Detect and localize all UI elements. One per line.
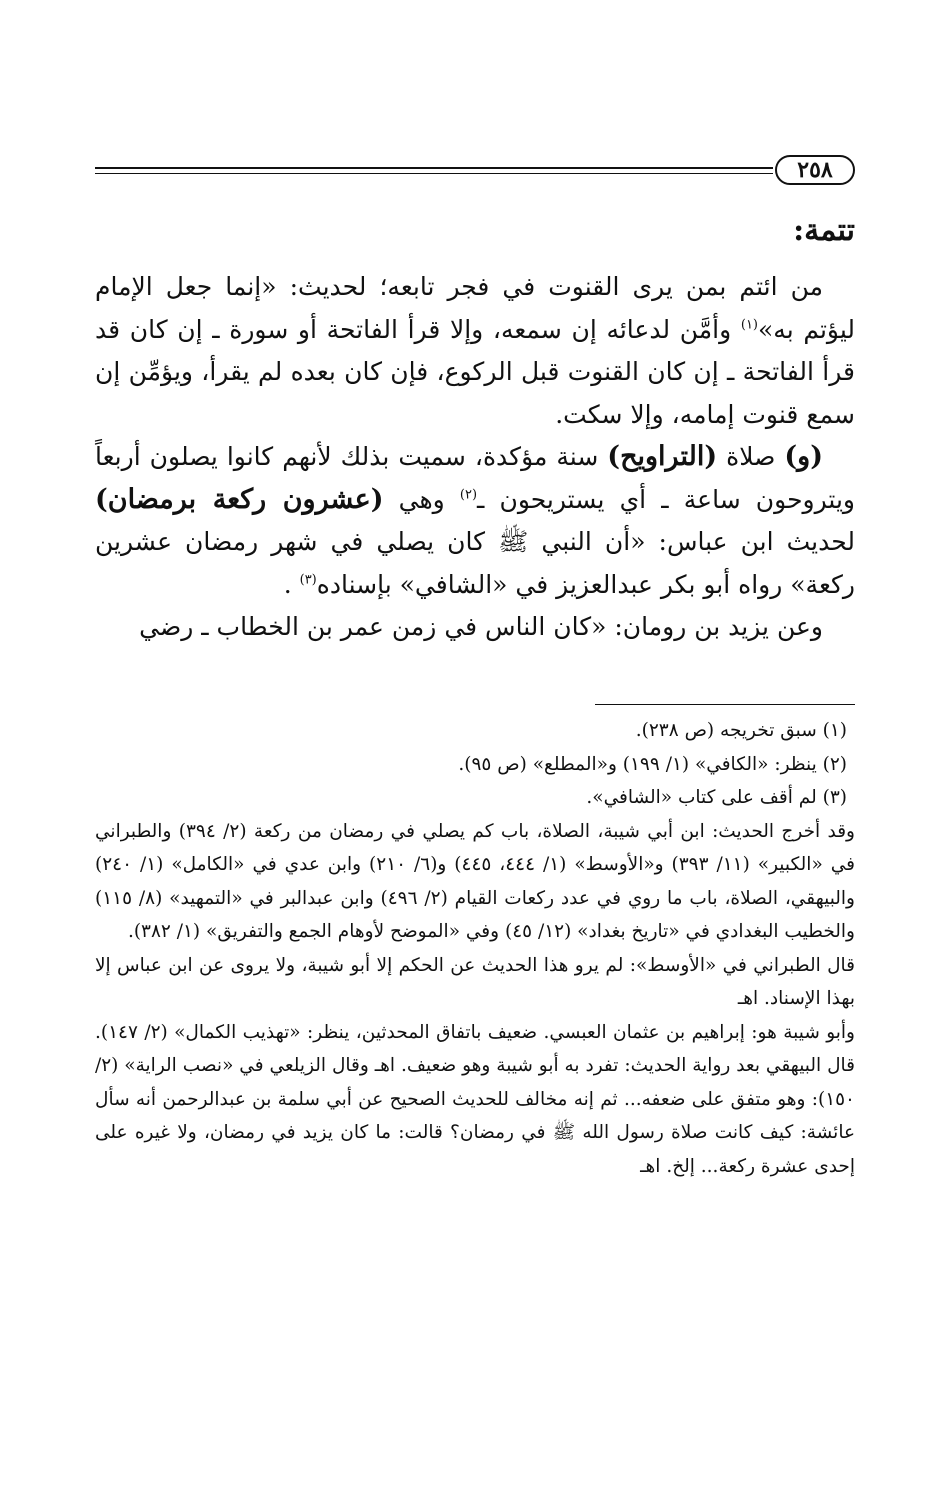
- paragraph-1: [95, 266, 855, 436]
- paragraph-2-waw: (و): [784, 441, 823, 472]
- paragraph-3: وعن يزيد بن رومان: «كان الناس في زمن عمر بن الخطاب ـ رضي: [139, 612, 823, 641]
- section-title: تتمة:: [793, 213, 855, 248]
- paragraph-2-taraweeh: (التراويح): [607, 441, 718, 472]
- paragraph-2-ishrun: (عشرون ركعة برمضان): [95, 483, 384, 515]
- paragraph-2-salat: صلاة: [726, 442, 776, 471]
- footnote-2: (٢) ينظر: «الكافي» (١/ ١٩٩) و«المطلع» (ص ٩٥).: [458, 753, 847, 775]
- paragraph-2: [95, 436, 855, 606]
- footnote-3: (٣) لم أقف على كتاب «الشافي».: [586, 787, 847, 808]
- footnote-1: (١) سبق تخريجه (ص ٢٣٨).: [635, 720, 847, 741]
- paragraph-2-text-4: .: [283, 569, 300, 599]
- footnote-3-tabarani: قال الطبراني في «الأوسط»: لم يرو هذا الحديث عن الحكم إلا أبو شيبة، ولا يروى عن ابن عباس إلا بهذا الإسناد. اهـ: [95, 954, 855, 1009]
- page-number: ٢٥٨: [775, 155, 855, 185]
- paragraph-2-text-1: سنة مؤكدة، سميت بذلك لأنهم كانوا يصلون أربعاً ويتروحون ساعة ـ أي يستريحون ـ: [95, 442, 855, 514]
- footnote-ref-1: (١): [740, 317, 758, 333]
- page-header: [95, 155, 855, 195]
- main-text: [95, 266, 855, 649]
- footnote-separator: [595, 704, 855, 705]
- paragraph-2-text-2: وهي: [383, 484, 460, 514]
- paragraph-1-rest: وأمَّن لدعائه إن سمعه، وإلا قرأ الفاتحة أو سورة ـ إن كان قد قرأ الفاتحة ـ إن كان القنوت قبل الركوع، فإن كان بعده لم يقرأ، ويؤمِّن إن سمع قنوت إمامه، وإلا سكت.: [95, 314, 855, 429]
- header-rule: [95, 167, 773, 169]
- paragraph-1-text: من ائتم بمن يرى القنوت في فجر تابعه؛ لحديث: «إنما جعل الإمام ليؤتم به»: [95, 272, 855, 344]
- paragraph-2-text-3: لحديث ابن عباس: «أن النبي ﷺ كان يصلي في شهر رمضان عشرين ركعة» رواه أبو بكر عبدالعزيز في «الشافي» بإسناده: [95, 527, 855, 599]
- footnote-ref-2: (٢): [459, 487, 478, 503]
- footnote-3-abu-shayba: وأبو شيبة هو: إبراهيم بن عثمان العبسي. ضعيف باتفاق المحدثين، ينظر: «تهذيب الكمال» (٢/ ١٤٧). قال البيهقي بعد رواية الحديث: تفرد به أبو شيبة وهو ضعيف. اهـ وقال الزيلعي في «نصب الراية» (٢/ ١٥٠): وهو متفق على ضعفه... ثم إنه مخالف للحديث الصحيح عن أبي سلمة بن عبدالرحمن أنه سأل عائشة: كيف كانت صلاة رسول الله ﷺ في رمضان؟ قالت: ما كان يزيد في رمضان، ولا غيره على إحدى عشرة ركعة... إلخ. اهـ: [95, 1021, 855, 1177]
- header-rule-thin: [95, 173, 773, 174]
- footnote-3-takhrij: وقد أخرج الحديث: ابن أبي شيبة، الصلاة، باب كم يصلي في رمضان من ركعة (٢/ ٣٩٤) والطبراني في «الكبير» (١١/ ٣٩٣) و«الأوسط» (١/ ٤٤٤، ٤٤٥) و(٦/ ٢١٠) وابن عدي في «الكامل» (١/ ٢٤٠) والبيهقي، الصلاة، باب ما روي في عدد ركعات القيام (٢/ ٤٩٦) وابن عبدالبر في «التمهيد» (٨/ ١١٥) والخطيب البغدادي في «تاريخ بغداد» (١٢/ ٤٥) وفي «الموضح لأوهام الجمع والتفريق» (١/ ٣٨٢).: [95, 820, 855, 942]
- footnotes: [95, 714, 855, 1183]
- footnote-ref-3: (٣): [299, 572, 317, 588]
